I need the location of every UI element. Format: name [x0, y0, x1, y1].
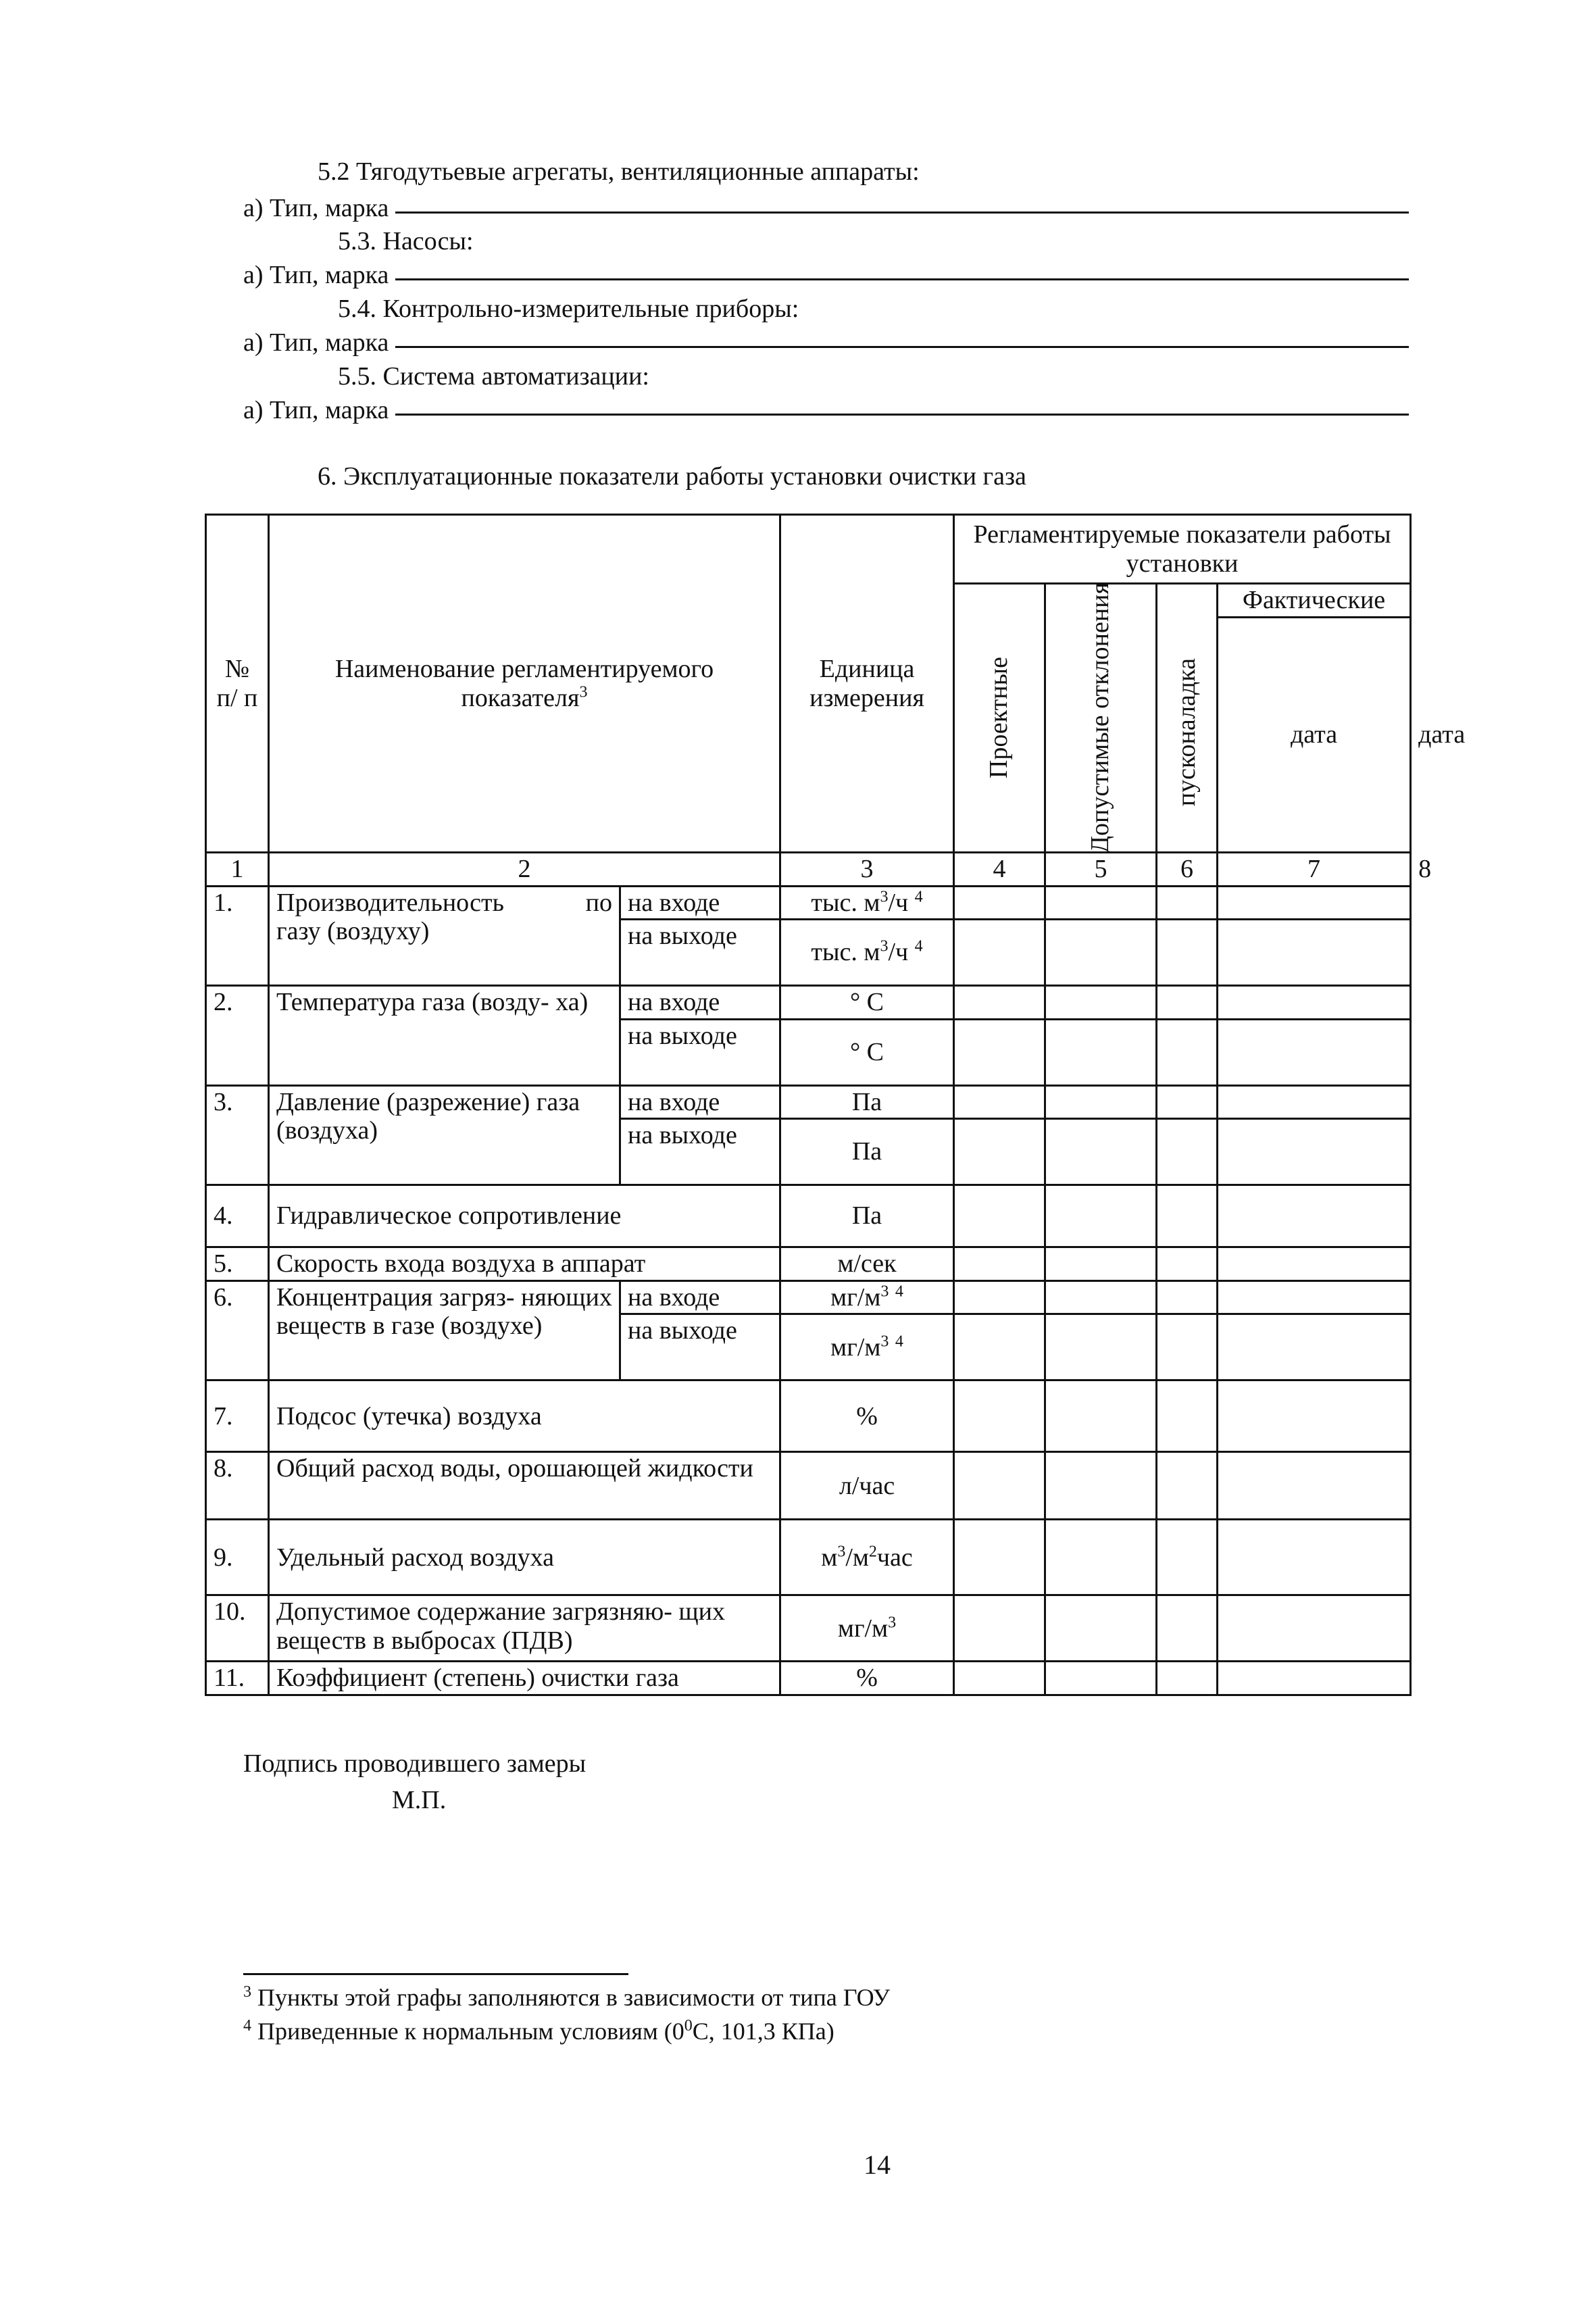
type-brand-field-3: а) Тип, марка — [243, 328, 1409, 357]
stamp-label: М.П. — [392, 1786, 447, 1814]
header-design: Проектные — [954, 584, 1045, 853]
table-row-unit: Па — [780, 1085, 954, 1119]
table-row-unit: л/час — [780, 1452, 954, 1520]
footnote-3: $^3$ Пункты этой графы заполняются в зависимости от типа ГОУ — [243, 1983, 891, 2011]
table-row-num: 1. — [206, 886, 269, 986]
table-row-outlet: на выходе — [620, 1314, 780, 1380]
table-row-unit: Па — [780, 1119, 954, 1185]
table-row-unit: тыс. $м^3/ч$ $^4$ — [780, 886, 954, 920]
table-row-name: Гидравлическое сопротивление — [269, 1185, 780, 1247]
col-number-7: 7 — [1218, 853, 1411, 887]
header-regulated-group: Регламентируемые показатели работы установки — [954, 515, 1411, 584]
header-deviation: Допустимые отклонения — [1045, 584, 1157, 853]
section-5-4-heading: 5.4. Контрольно-измерительные приборы: — [338, 295, 799, 323]
table-row-unit: $мг/м^3$ — [780, 1595, 954, 1662]
table-row-num: 5. — [206, 1247, 269, 1281]
table-row-unit: Па — [780, 1185, 954, 1247]
table-row-outlet: на выходе — [620, 920, 780, 986]
type-brand-field-1: а) Тип, марка — [243, 193, 1409, 223]
table-row-unit: % — [780, 1380, 954, 1452]
col-number-5: 5 — [1045, 853, 1157, 887]
table-row-num: 11. — [206, 1662, 269, 1695]
table-row-num: 8. — [206, 1452, 269, 1520]
table-row-num: 9. — [206, 1520, 269, 1595]
table-row-num: 3. — [206, 1085, 269, 1185]
signature-label: Подпись проводившего замеры — [243, 1749, 587, 1778]
section-5-3-heading: 5.3. Насосы: — [338, 227, 474, 255]
col-number-4: 4 — [954, 853, 1045, 887]
section-6-title: 6. Эксплуатационные показатели работы установки очистки газа — [318, 462, 1026, 491]
table-row-num: 10. — [206, 1595, 269, 1662]
table-row-num: 7. — [206, 1380, 269, 1452]
header-date-1: дата — [1218, 618, 1411, 853]
type-brand-field-4: а) Тип, марка — [243, 395, 1409, 425]
section-5-5-heading: 5.5. Система автоматизации: — [338, 362, 649, 391]
col-number-2: 2 — [269, 853, 780, 887]
table-row-name: Удельный расход воздуха — [269, 1520, 780, 1595]
table-row-name: Скорость входа воздуха в аппарат — [269, 1247, 780, 1281]
table-row-outlet: на выходе — [620, 1019, 780, 1085]
table-row-name: Температура газа (возду- ха) — [269, 986, 620, 1086]
table-row-outlet: на выходе — [620, 1119, 780, 1185]
table-row-inlet: на входе — [620, 1280, 780, 1314]
header-commissioning: пусконаладка — [1157, 618, 1218, 853]
table-row-unit: $мг/м^3$ $^4$ — [780, 1314, 954, 1380]
page-number: 14 — [864, 2149, 891, 2180]
table-row-num: 6. — [206, 1280, 269, 1380]
table-row-name: Общий расход воды, орошающей жидкости — [269, 1452, 780, 1520]
table-row-num: 2. — [206, 986, 269, 1086]
table-row-inlet: на входе — [620, 1085, 780, 1119]
table-row-inlet: на входе — [620, 886, 780, 920]
table-row-name: Производительность по газу (воздуху) — [269, 886, 620, 986]
table-row-inlet: на входе — [620, 986, 780, 1020]
table-row-name: Давление (разрежение) газа (воздуха) — [269, 1085, 620, 1185]
section-5-2-heading: 5.2 Тягодутьевые агрегаты, вентиляционные аппараты: — [318, 157, 920, 186]
header-name: Наименование регламентируемого показателя$^3$ — [269, 515, 780, 853]
type-brand-field-2: а) Тип, марка — [243, 260, 1409, 290]
table-row-unit: $м^3/м^2час$ — [780, 1520, 954, 1595]
footnote-divider — [243, 1973, 628, 1975]
table-row-num: 4. — [206, 1185, 269, 1247]
col-number-3: 3 — [780, 853, 954, 887]
table-row-unit: ° С — [780, 986, 954, 1020]
table-row-name: Допустимое содержание загрязняю- щих веществ в выбросах (ПДВ) — [269, 1595, 780, 1662]
table-row-unit: % — [780, 1662, 954, 1695]
table-row-name: Концентрация загряз- няющих веществ в газе (воздухе) — [269, 1280, 620, 1380]
table-row-unit: ° С — [780, 1019, 954, 1085]
footnote-4: $^4$ Приведенные к нормальным условиям ($0^0С$, 101,3 КПа) — [243, 2017, 834, 2045]
table-row-unit: м/сек — [780, 1247, 954, 1281]
table-row-name: Подсос (утечка) воздуха — [269, 1380, 780, 1452]
performance-table: № п/ п Наименование регламентируемого показателя$^3$ Единица измерения Регламентируемые показатели работы установки Проектные Допустимые отклонения Фактические пусконаладка дата дата 1 2 3 4 5 6 7 8 1. Производительность по газу (воздуху) на входе тыс. $м^3/ч$ $^4$ на выходе тыс. $м^3/ч$ $^4$ 2. Температура газа (возду- ха) на входе ° С на выходе ° С 3. Давление (разрежение) газа (воздуха) на входе Па на выходе Па 4. Гидравлическое сопротивление Па 5. Скорость входа воздуха в аппарат м/сек 6. Концентрация загряз- няющих веществ в газе (воздухе) на входе $мг/м^3$ $^4$ на выходе $мг/м^3$ $^4$ 7. Подсос (утечка) воздуха % 8. Общий расход воды, орошающей жидкости л/час 9. Удельный расход воздуха $м^3/м^2час$ 10. Допустимое содержание загрязняю- щих веществ в выбросах (ПДВ) $мг/м^3$ 11. Коэффициент (степень) очистки газа % — [205, 514, 1412, 1696]
header-num: № п/ п — [206, 515, 269, 853]
header-unit: Единица измерения — [780, 515, 954, 853]
col-number-1: 1 — [206, 853, 269, 887]
table-row-unit: тыс. $м^3/ч$ $^4$ — [780, 920, 954, 986]
table-row-unit: $мг/м^3$ $^4$ — [780, 1280, 954, 1314]
col-number-6: 6 — [1157, 853, 1218, 887]
table-row-name: Коэффициент (степень) очистки газа — [269, 1662, 780, 1695]
header-actual: Фактические — [1218, 584, 1411, 618]
